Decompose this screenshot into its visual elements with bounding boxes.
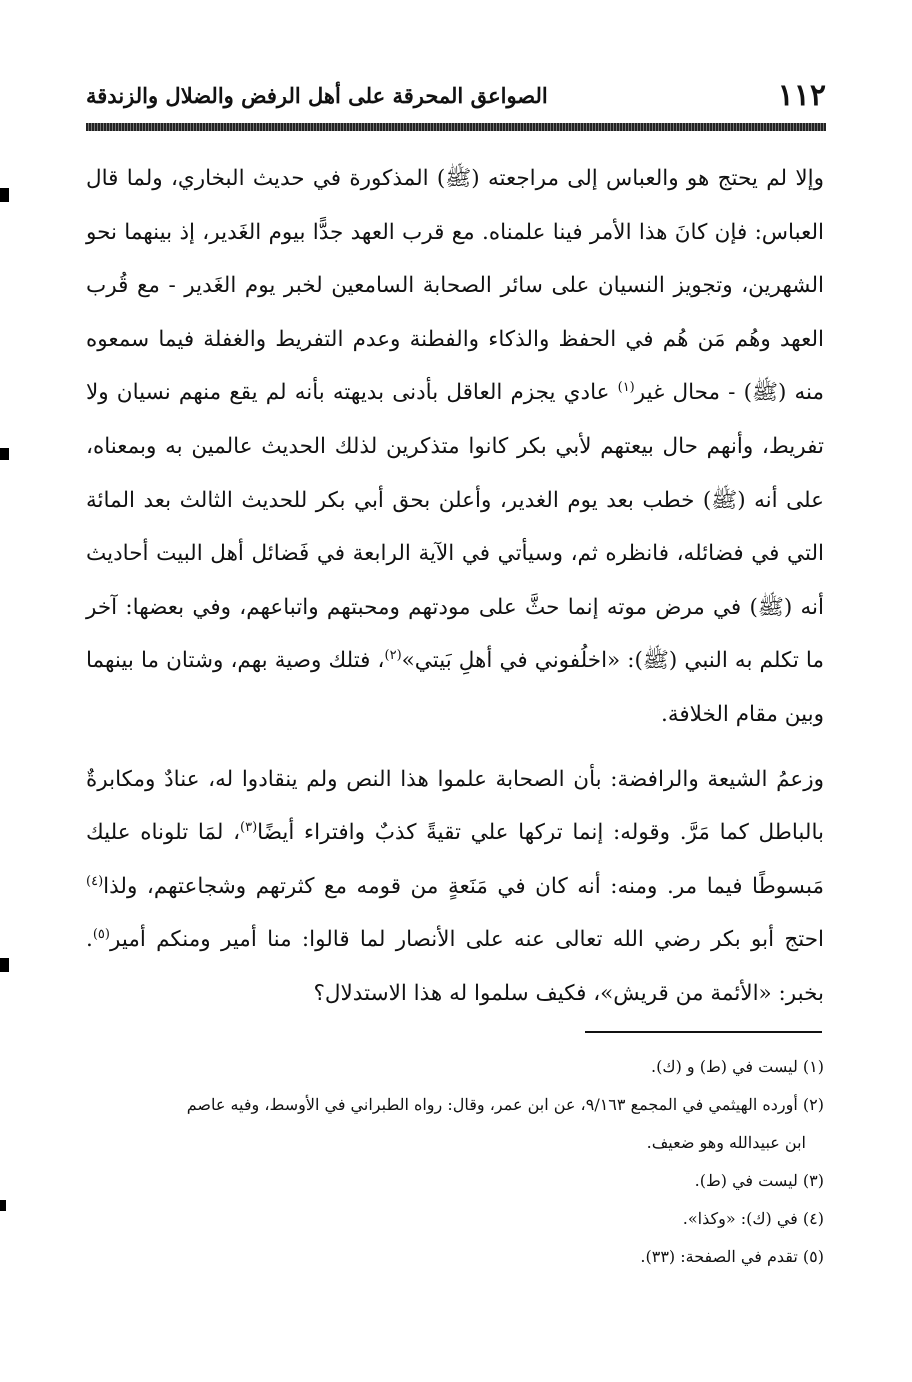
footnote-separator (585, 1031, 822, 1033)
footnote-ref-5: (٥) (92, 927, 110, 943)
text-run: عادي يجزم العاقل بأدنى بديهته بأنه لم يقع منهم نسيان ولا تفريط، وأنهم حال بيعتهم لأبي بكر كانوا متذكرين لذلك الحديث عالمين به وبمعناه، على أنه (ﷺ) خطب بعد يوم الغدير، وأعلن بحق أبي بكر للحديث الثالث بعد المائة التي في فضائله، فانظره ثم، وسيأتي في الآية الرابعة في فَضائل أهل البيت أحاديث أنه (ﷺ) في مرض موته إنما حثَّ على مودتهم ومحبتهم واتباعهم، وفي بعضها: آخر ما تكلم به النبي (ﷺ): «اخلُفوني في أهلِ بَيتي» (86, 380, 824, 674)
footnotes (86, 1048, 824, 1276)
text-run: ، فتلك وصية بهم، وشتان ما بينهما وبين مقام الخلافة. (86, 648, 824, 727)
text-run: وزعمُ الشيعة والرافضة: بأن الصحابة علموا هذا النص ولم ينقادوا له، عنادٌ ومكابرةٌ بالباطل كما مَرَّ. وقوله: إنما تركها علي تقيةً كذبٌ وافتراء أيضًا (86, 766, 824, 846)
text-run: . بخبر: «الأئمة من قريش»، فكيف سلموا له هذا الاستدلال؟ (86, 927, 824, 1006)
text-run: وإلا لم يحتج هو والعباس إلى مراجعته (ﷺ) المذكورة في حديث البخاري، ولما قال العباس: فإن كانَ هذا الأمر فينا علمناه. مع قرب العهد جدًّا بيوم الغَدير، إذ بينهما نحو الشهرين، وتجويز النسيان على سائر الصحابة السامعين لخبر يوم الغَدير - مع قُرب العهد وهُم مَن هُم في الحفظ والذكاء والفطنة وعدم التفريط والغفلة فيما سمعوه منه (ﷺ) - محال غير (86, 166, 825, 406)
paragraph-1 (86, 152, 824, 742)
paragraph-2 (86, 753, 824, 1021)
footnote-2-continuation: ابن عبيدالله وهو ضعيف. (646, 1133, 806, 1152)
footnote-5: (٥) تقدم في الصفحة: (٣٣). (640, 1247, 824, 1266)
footnote-ref-4: (٤) (86, 873, 104, 889)
footnote-1: (١) ليست في (ط) و (ك). (651, 1057, 824, 1076)
scan-margin-mark (0, 188, 9, 202)
page-number: ١١٢ (777, 78, 826, 113)
text-run: ، لمَا تلوناه عليك مَبسوطًا فيما مر. ومنه: أنه كان في مَنَعةٍ من قومه مع كثرتهم وشجاعتهم، ولذا (86, 820, 824, 899)
footnote-ref-3: (٣) (240, 819, 258, 835)
text-run: احتج أبو بكر رضي الله تعالى عنه على الأنصار لما قالوا: منا أمير ومنكم أمير (109, 927, 824, 953)
running-title: الصواعق المحرقة على أهل الرفض والضلال والزندقة (86, 83, 548, 108)
footnote-2: (٢) أورده الهيثمي في المجمع ٩/١٦٣، عن ابن عمر، وقال: رواه الطبراني في الأوسط، وفيه عاصم (186, 1095, 824, 1114)
footnote-ref-1: (١) (617, 380, 635, 396)
header-rule (86, 123, 826, 131)
page-header (86, 76, 826, 116)
footnote-4: (٤) في (ك): «وكذا». (682, 1209, 824, 1228)
main-text (86, 152, 824, 1021)
footnote-3: (٣) ليست في (ط). (694, 1171, 824, 1190)
scan-margin-mark (0, 958, 9, 972)
scan-margin-mark (0, 448, 9, 460)
scan-margin-mark (0, 1200, 6, 1211)
footnote-ref-2: (٢) (384, 648, 402, 664)
